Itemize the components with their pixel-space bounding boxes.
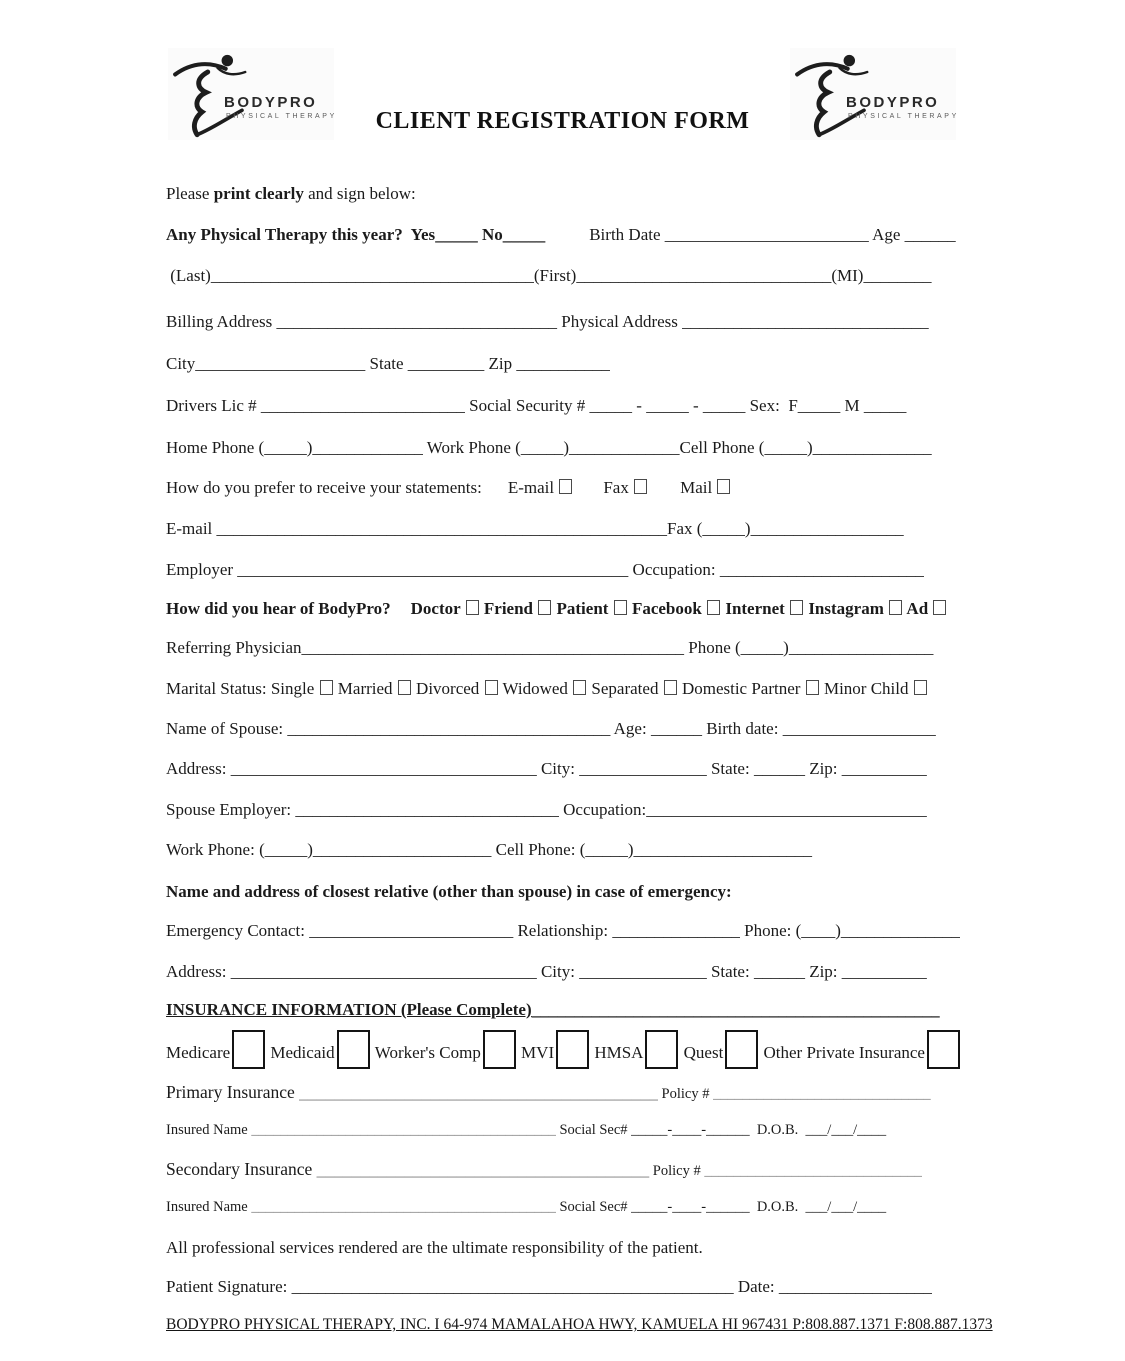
signature-line-text: Date: xyxy=(733,1277,779,1296)
city-state-zip-line-text: City xyxy=(166,354,196,373)
intro-line-text: Please xyxy=(166,184,214,203)
name-line-text: (Last) xyxy=(166,266,211,285)
employer-line-text: Employer xyxy=(166,560,238,579)
logo-brand-text: BODYPRO xyxy=(224,94,318,111)
spouse-phones-line-text: Cell Phone: (_____) xyxy=(491,840,634,859)
license-ssn-sex-line-text: Drivers Lic # xyxy=(166,396,261,415)
pt-this-year-line-text: Age xyxy=(868,225,905,244)
insurance-workers-comp-label: Worker's Comp xyxy=(374,1043,481,1062)
emergency-address-line-text: _______________ xyxy=(579,962,707,981)
primary-insurance-line-text: ______________________________ xyxy=(713,1086,931,1102)
checkbox-hear-internet[interactable] xyxy=(790,600,803,615)
spouse-employer-line-text: _________________________________ xyxy=(646,800,927,819)
emergency-heading-line xyxy=(166,881,960,903)
marital-status-line-text: Separated xyxy=(587,679,663,698)
spouse-address-line-text: _______________ xyxy=(579,759,707,778)
insurance-other-private-group xyxy=(764,1034,960,1073)
email-fax-line xyxy=(166,518,960,540)
spouse-phones-line-text: _____________________ xyxy=(633,840,813,859)
checkbox-hear-instagram[interactable] xyxy=(889,600,902,615)
insurance-medicare-label: Medicare xyxy=(166,1043,231,1062)
referring-physician-line-text: Referring Physician xyxy=(166,638,302,657)
footer-line: BODYPRO PHYSICAL THERAPY, INC. I 64-974 MAMALAHOA HWY, KAMUELA HI 967431 P:808.887.1371 F:808.887.1373 xyxy=(166,1316,993,1333)
checkbox-statements-email[interactable] xyxy=(559,479,572,494)
checkbox-hear-friend[interactable] xyxy=(538,600,551,615)
emergency-contact-line-text: Relationship: xyxy=(513,921,613,940)
employer-line-text: Occupation: xyxy=(628,560,720,579)
secondary-insurance-line-text: ______________________________________ xyxy=(316,1159,650,1179)
checkbox-marital-separated[interactable] xyxy=(664,680,677,695)
spouse-name-line-text: Name of Spouse: xyxy=(166,719,288,738)
employer-line-text: ______________________________________________ xyxy=(237,560,629,579)
statement-preference-line-text: E-mail xyxy=(507,478,559,497)
secondary-insurance-line-text: ______________________________ xyxy=(704,1163,922,1179)
insurance-workers-comp-group xyxy=(375,1034,516,1073)
insurance-other-private-label: Other Private Insurance xyxy=(763,1043,925,1062)
insurance-quest-label: Quest xyxy=(683,1043,724,1062)
hear-of-bodypro-line-text: Instagram xyxy=(804,599,889,618)
pt-this-year-line-text: Birth Date xyxy=(589,225,665,244)
hear-of-bodypro-line-text: Facebook xyxy=(627,599,707,618)
spouse-name-line-text: Birth date: xyxy=(701,719,783,738)
insurance-heading-line-text: ________________________________________________ xyxy=(531,1000,940,1019)
phones-line xyxy=(166,437,960,459)
insurance-mvi-label: MVI xyxy=(521,1043,555,1062)
spouse-address-line-text: State: xyxy=(706,759,754,778)
secondary-insured-line-text: __________________________________________ xyxy=(251,1199,556,1215)
spouse-employer-line xyxy=(166,799,960,821)
pt-this-year-line-text: Any Physical Therapy this year? Yes xyxy=(166,225,436,244)
email-fax-line-text: _____________________________________________________ xyxy=(216,519,668,538)
emergency-contact-line-text: _______________ xyxy=(612,921,740,940)
email-fax-line-text: Fax (_____) xyxy=(667,519,751,538)
primary-insurance-line-text: Primary Insurance xyxy=(166,1082,300,1102)
emergency-contact-line-text: Phone: (____) xyxy=(739,921,841,940)
logo-tagline-text: PHYSICAL THERAPY xyxy=(226,113,337,120)
hear-of-bodypro-line-text: Doctor xyxy=(410,599,465,618)
insurance-quest-checkbox[interactable] xyxy=(725,1030,758,1069)
insurance-medicaid-group xyxy=(270,1034,369,1073)
address-line-text: _________________________________ xyxy=(276,312,558,331)
referring-physician-line-text: Phone (_____) xyxy=(684,638,789,657)
insurance-heading-line-text: INSURANCE INFORMATION (Please Complete) xyxy=(166,1000,532,1019)
hear-of-bodypro-line-text: Ad xyxy=(903,599,933,618)
checkbox-hear-patient[interactable] xyxy=(614,600,627,615)
city-state-zip-line-text: _________ xyxy=(407,354,485,373)
logo-brand-text: BODYPRO xyxy=(846,94,940,111)
secondary-insured-line-text: Social Sec# _____-____-______ D.O.B. ___/___/____ xyxy=(555,1199,887,1215)
emergency-address-line-text: Zip: xyxy=(804,962,842,981)
checkbox-marital-minor-child[interactable] xyxy=(914,680,927,695)
spouse-name-line-text: ______ xyxy=(650,719,702,738)
form-lines xyxy=(166,183,960,1298)
spouse-address-line-text: City: xyxy=(536,759,580,778)
pt-this-year-line-text: _____ xyxy=(435,225,478,244)
insurance-hmsa-checkbox[interactable] xyxy=(645,1030,678,1069)
email-fax-line-text: __________________ xyxy=(750,519,904,538)
emergency-address-line xyxy=(166,961,960,983)
primary-insured-line-text: Social Sec# _____-____-______ D.O.B. ___/___/____ xyxy=(555,1122,887,1138)
marital-status-line-text: Widowed xyxy=(498,679,573,698)
emergency-address-line-text: Address: xyxy=(166,962,231,981)
referring-physician-line-text: _____________________________________________ xyxy=(301,638,684,657)
phones-line-text: Home Phone (_____)_____________ Work Phone (_____)_____________Cell Phone (_____)______________ xyxy=(166,438,932,457)
secondary-insurance-line xyxy=(166,1157,960,1183)
secondary-insured-line-text: Insured Name xyxy=(166,1199,252,1215)
marital-status-line-text: Minor Child xyxy=(819,679,913,698)
spouse-name-line-text: Age: xyxy=(610,719,651,738)
spouse-employer-line-text: Occupation: xyxy=(558,800,647,819)
checkbox-marital-single[interactable] xyxy=(320,680,333,695)
insurance-mvi-group xyxy=(521,1034,589,1073)
primary-insured-line xyxy=(166,1120,960,1140)
address-line xyxy=(166,311,960,333)
emergency-heading-line-text: Name and address of closest relative (other than spouse) in case of emergency: xyxy=(166,882,732,901)
city-state-zip-line-text: Zip xyxy=(484,354,517,373)
spouse-phones-line-text: _____________________ xyxy=(312,840,492,859)
primary-insurance-line-text: Policy # xyxy=(657,1086,714,1102)
checkbox-hear-facebook[interactable] xyxy=(707,600,720,615)
pt-this-year-line-text: No xyxy=(477,225,503,244)
name-line-text: ______________________________________ xyxy=(210,266,534,285)
statement-preference-line-text: Fax xyxy=(603,478,634,497)
spouse-name-line xyxy=(166,718,960,740)
intro-line-text: and sign below: xyxy=(303,184,416,203)
marital-status-line-text: Married xyxy=(333,679,397,698)
spouse-address-line-text: Zip: xyxy=(804,759,842,778)
insurance-medicaid-label: Medicaid xyxy=(270,1043,335,1062)
insurance-type-checkrow xyxy=(166,1032,960,1074)
address-line-text: _____________________________ xyxy=(682,312,929,331)
city-state-zip-line-text: ____________________ xyxy=(195,354,366,373)
checkbox-statements-mail[interactable] xyxy=(717,479,730,494)
responsibility-line-text: All professional services rendered are the ultimate responsibility of the patient. xyxy=(166,1238,703,1257)
emergency-contact-line xyxy=(166,920,960,942)
checkbox-statements-fax[interactable] xyxy=(634,479,647,494)
emergency-contact-line-text: Emergency Contact: xyxy=(166,921,310,940)
marital-status-line-text: Domestic Partner xyxy=(677,679,805,698)
checkbox-marital-widowed[interactable] xyxy=(573,680,586,695)
name-line-text: ______________________________ xyxy=(576,266,832,285)
signature-line-text: __________________ xyxy=(778,1277,932,1296)
pt-this-year-line-text: ______ xyxy=(904,225,956,244)
city-state-zip-line-text: State xyxy=(365,354,408,373)
hear-of-bodypro-line-text: How did you hear of BodyPro? xyxy=(166,599,391,618)
insurance-hmsa-group xyxy=(594,1034,678,1073)
spouse-address-line-text: ______ xyxy=(753,759,805,778)
signature-line-text: ____________________________________________________ xyxy=(291,1277,734,1296)
hear-of-bodypro-line-text: Friend xyxy=(479,599,538,618)
logo-tagline-text: PHYSICAL THERAPY xyxy=(848,113,959,120)
emergency-address-line-text: ______ xyxy=(753,962,805,981)
checkbox-marital-divorced[interactable] xyxy=(485,680,498,695)
emergency-address-line-text: __________ xyxy=(841,962,927,981)
employer-line xyxy=(166,559,960,581)
form-title: CLIENT REGISTRATION FORM xyxy=(375,108,750,134)
secondary-insured-line xyxy=(166,1197,960,1217)
marital-status-line xyxy=(166,678,960,700)
hear-of-bodypro-line-text: Patient xyxy=(552,599,613,618)
license-ssn-sex-line xyxy=(166,395,960,417)
spouse-address-line-text: ____________________________________ xyxy=(230,759,537,778)
marital-status-line-text: Divorced xyxy=(411,679,484,698)
emergency-contact-line-text: ______________ xyxy=(840,921,960,940)
emergency-address-line-text: City: xyxy=(536,962,580,981)
license-ssn-sex-line-text: ________________________ xyxy=(260,396,465,415)
statement-preference-line-text: Mail xyxy=(680,478,717,497)
statement-preference-line-text: How do you prefer to receive your statements: xyxy=(166,478,482,497)
checkbox-hear-doctor[interactable] xyxy=(466,600,479,615)
insurance-medicare-checkbox[interactable] xyxy=(232,1030,265,1069)
address-line-text: Billing Address xyxy=(166,312,277,331)
spouse-address-line-text: Address: xyxy=(166,759,231,778)
city-state-zip-line-text: ___________ xyxy=(516,354,610,373)
primary-insurance-line xyxy=(166,1080,960,1106)
name-line-text: (MI) xyxy=(831,266,864,285)
name-line xyxy=(166,265,960,287)
spouse-employer-line-text: Spouse Employer: xyxy=(166,800,296,819)
spouse-employer-line-text: _______________________________ xyxy=(295,800,559,819)
insurance-medicare-group xyxy=(166,1034,265,1073)
name-line-text: ________ xyxy=(863,266,932,285)
spouse-name-line-text: __________________ xyxy=(782,719,936,738)
checkbox-hear-ad[interactable] xyxy=(933,600,946,615)
signature-line-text: Patient Signature: xyxy=(166,1277,292,1296)
name-line-text: (First) xyxy=(533,266,577,285)
pt-this-year-line-text: _____ xyxy=(502,225,546,244)
intro-line-text: print clearly xyxy=(213,184,304,203)
checkbox-marital-married[interactable] xyxy=(398,680,411,695)
responsibility-line xyxy=(166,1237,960,1259)
primary-insured-line-text: Insured Name xyxy=(166,1122,252,1138)
spouse-address-line xyxy=(166,758,960,780)
hear-of-bodypro-line xyxy=(166,598,960,620)
insurance-hmsa-label: HMSA xyxy=(594,1043,644,1062)
email-fax-line-text: E-mail xyxy=(166,519,217,538)
insurance-mvi-checkbox[interactable] xyxy=(556,1030,589,1069)
intro-line xyxy=(166,183,960,205)
emergency-address-line-text: ____________________________________ xyxy=(230,962,537,981)
spouse-address-line-text: __________ xyxy=(841,759,927,778)
secondary-insurance-line-text: Secondary Insurance xyxy=(166,1159,317,1179)
emergency-address-line-text: State: xyxy=(706,962,754,981)
address-line-text: Physical Address xyxy=(557,312,683,331)
hear-of-bodypro-line-text: Internet xyxy=(721,599,790,618)
signature-line xyxy=(166,1276,960,1298)
primary-insured-line-text: __________________________________________ xyxy=(251,1122,556,1138)
license-ssn-sex-line-text: Social Security # _____ - _____ - _____ Sex: F_____ M _____ xyxy=(464,396,907,415)
insurance-quest-group xyxy=(684,1034,759,1073)
referring-physician-line xyxy=(166,637,960,659)
pt-this-year-line-text: ________________________ xyxy=(664,225,869,244)
spouse-phones-line-text: Work Phone: (_____) xyxy=(166,840,313,859)
emergency-contact-line-text: ________________________ xyxy=(309,921,514,940)
insurance-workers-comp-checkbox[interactable] xyxy=(483,1030,516,1069)
referring-physician-line-text: _________________ xyxy=(788,638,934,657)
insurance-heading-line xyxy=(166,999,960,1021)
employer-line-text: ________________________ xyxy=(719,560,924,579)
marital-status-line-text: Marital Status: Single xyxy=(166,679,319,698)
checkbox-marital-domestic-partner[interactable] xyxy=(806,680,819,695)
spouse-phones-line xyxy=(166,839,960,861)
insurance-medicaid-checkbox[interactable] xyxy=(337,1030,370,1069)
pt-this-year-line xyxy=(166,224,960,246)
city-state-zip-line xyxy=(166,353,960,375)
insurance-other-private-checkbox[interactable] xyxy=(927,1030,960,1069)
statement-preference-line xyxy=(166,477,960,499)
spouse-name-line-text: ______________________________________ xyxy=(287,719,611,738)
primary-insurance-line-text: _________________________________________ xyxy=(299,1082,658,1102)
secondary-insurance-line-text: Policy # xyxy=(649,1163,705,1179)
